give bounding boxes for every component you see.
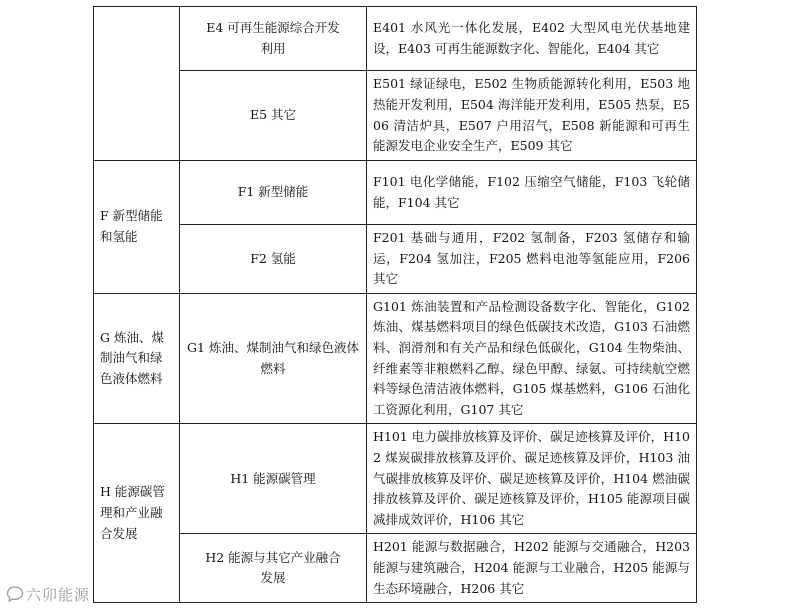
description-cell: F101 电化学储能，F102 压缩空气储能，F103 飞轮储能，F104 其它: [367, 161, 697, 225]
description-cell: E501 绿证绿电，E502 生物质能源转化利用，E503 地热能开发利用，E504 海洋能开发利用，E505 热泵，E506 清洁炉具，E507 户用沼气，E508 新能源和可再生能源发电企业安全生产，E509 其它: [367, 71, 697, 161]
subcategory-cell: H2 能源与其它产业融合发展: [180, 534, 367, 603]
table-row: [94, 424, 697, 534]
subcategory-cell: E4 可再生能源综合开发利用: [180, 7, 367, 71]
subcategory-cell: G1 炼油、煤制油气和绿色液体燃料: [180, 293, 367, 424]
category-cell: [94, 7, 180, 161]
table-row: [94, 293, 697, 424]
watermark-text: 六卯能源: [26, 586, 91, 604]
description-cell: G101 炼油装置和产品检测设备数字化、智能化，G102 炼油、煤基燃料项目的绿色低碳技术改造，G103 石油燃料、润滑剂和有关产品和绿色低碳化，G104 生物柴油、纤维素等非粮燃料乙醇、绿色甲醇、绿氨、可持续航空燃料等绿色清洁液体燃料，G105 煤基燃料，G106 石油化工资源化利用，G107 其它: [367, 293, 697, 424]
subcategory-cell: E5 其它: [180, 71, 367, 161]
description-cell: F201 基础与通用，F202 氢制备，F203 氢储存和输运，F204 氢加注，F205 燃料电池等氢能应用，F206 其它: [367, 225, 697, 294]
table-row: [94, 534, 697, 603]
subcategory-cell: F2 氢能: [180, 225, 367, 294]
description-cell: E401 水风光一体化发展，E402 大型风电光伏基地建设，E403 可再生能源数字化、智能化，E404 其它: [367, 7, 697, 71]
watermark: [6, 584, 90, 605]
chat-bubble-icon: [6, 585, 24, 603]
category-table: [93, 6, 697, 603]
description-cell: H201 能源与数据融合，H202 能源与交通融合，H203 能源与建筑融合，H204 能源与工业融合，H205 能源与生态环境融合，H206 其它: [367, 534, 697, 603]
table-row: [94, 7, 697, 71]
table-row: [94, 225, 697, 294]
description-cell: H101 电力碳排放核算及评价、碳足迹核算及评价，H102 煤炭碳排放核算及评价、碳足迹核算及评价，H103 油气碳排放核算及评价、碳足迹核算及评价，H104 燃油碳排放核算及评价、碳足迹核算及评价，H105 能源项目碳减排成效评价，H106 其它: [367, 424, 697, 534]
category-cell: H 能源碳管理和产业融合发展: [94, 424, 180, 603]
table-row: [94, 161, 697, 225]
table-row: [94, 71, 697, 161]
category-cell: F 新型储能和氢能: [94, 161, 180, 294]
category-cell: G 炼油、煤制油气和绿色液体燃料: [94, 293, 180, 424]
subcategory-cell: H1 能源碳管理: [180, 424, 367, 534]
subcategory-cell: F1 新型储能: [180, 161, 367, 225]
